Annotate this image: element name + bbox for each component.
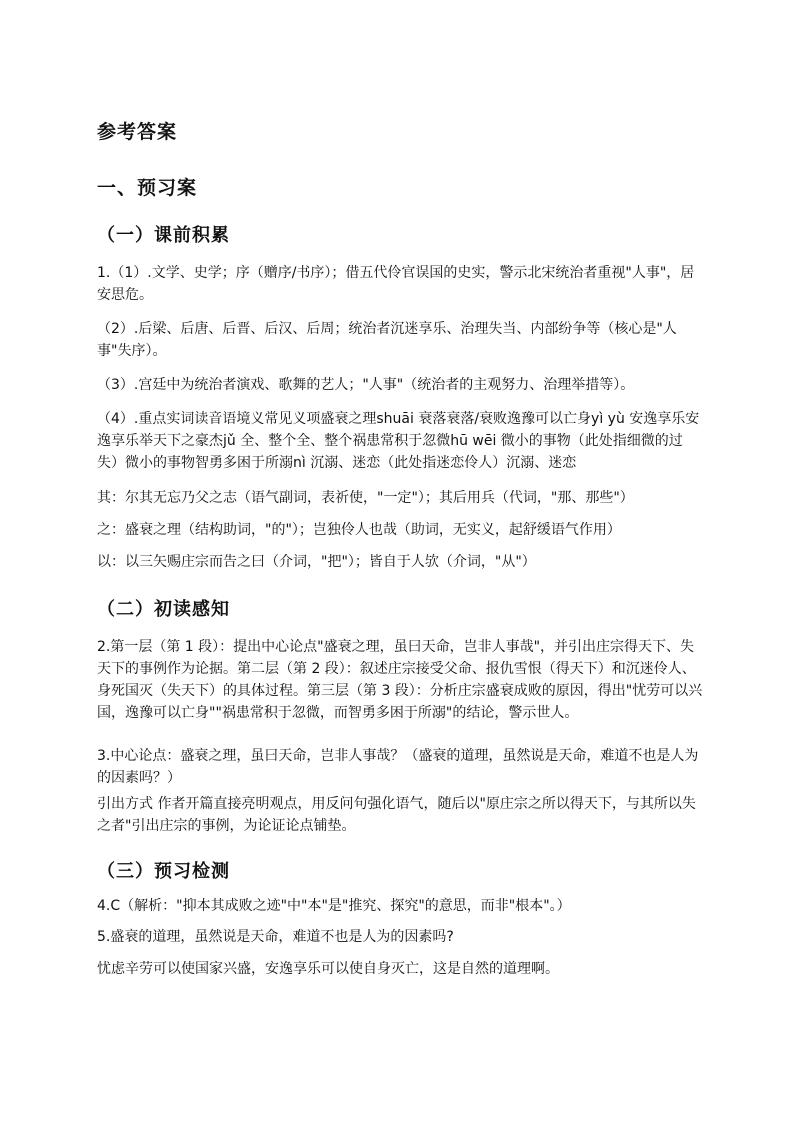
answer-paragraph-2: 2.第一层（第 1 段）：提出中心论点"盛衰之理，虽曰天命，岂非人事哉"，并引出庄宗得天下、失天下的事例作为论据。第二层（第 2 段）：叙述庄宗接受父命、报仇雪恨（得天下）和沉迷伶人、身死国灭（失天下）的具体过程。第三层（第 3 段）：分析庄宗盛衰成败的原因，得出"忧劳可以兴国，逸豫可以亡身""祸患常积于忽微，而智勇多困于所溺"的结论，警示世人。 (97, 639, 703, 721)
answer-paragraph-zhi: 之：盛衰之理（结构助词，"的"）；岂独伶人也哉（助词，无实义，起舒缓语气作用） (97, 522, 621, 538)
answer-paragraph-1-4: （4）.重点实词读音语境义常见义项盛衰之理shuāi 衰落衰落/衰败逸豫可以亡身yì yù 安逸享乐安逸享乐举天下之豪杰jǔ 全、整个全、整个祸患常积于忽微hū wēi 微小的事物（此处指细微的过失）微小的事物智勇多困于所溺nì 沉溺、迷恋（此处指迷恋伶人）沉溺、迷恋 (97, 411, 700, 471)
answer-paragraph-3-method: 引出方式 作者开篇直接亮明观点，用反问句强化语气，随后以"原庄宗之所以得天下，与其所以失之者"引出庄宗的事例，为论证论点铺垫。 (97, 796, 696, 834)
answer-paragraph-5: 5.盛衰的道理，虽然说是天命，难道不也是人为的因素吗? (97, 929, 454, 945)
answer-paragraph-3: 3.中心论点：盛衰之理，虽曰天命，岂非人事哉？（盛衰的道理，虽然说是天命，难道不也是人为的因素吗？） (97, 748, 699, 786)
subsection-heading-check: （三）预习检测 (97, 861, 230, 882)
answer-paragraph-qi: 其：尔其无忘乃父之志（语气副词，表祈使，"一定"）；其后用兵（代词，"那、那些"） (97, 490, 634, 506)
page-title: 参考答案 (97, 121, 178, 143)
subsection-heading-reading: （二）初读感知 (97, 599, 230, 620)
answer-paragraph-1-2: （2）.后梁、后唐、后晋、后汉、后周；统治者沉迷享乐、治理失当、内部纷争等（核心是"人事"失序）。 (97, 321, 677, 359)
section-heading-preview: 一、预习案 (97, 177, 198, 199)
answer-paragraph-5-translation: 忧虑辛劳可以使国家兴盛，安逸享乐可以使自身灭亡，这是自然的道理啊。 (97, 961, 559, 977)
answer-paragraph-yi: 以：以三矢赐庄宗而告之曰（介词，"把"）；皆自于人欤（介词，"从"） (97, 554, 536, 570)
answer-paragraph-4: 4.C（解析："抑本其成败之迹"中"本"是"推究、探究"的意思，而非"根本"。） (97, 898, 571, 914)
answer-paragraph-1-1: 1.（1）.文学、史学；序（赠序/书序）；借五代伶官误国的史实，警示北宋统治者重视"人事"，居安思危。 (97, 265, 695, 303)
subsection-heading-accumulation: （一）课前积累 (97, 225, 230, 246)
answer-paragraph-1-3: （3）.宫廷中为统治者演戏、歌舞的艺人；"人事"（统治者的主观努力、治理举措等）。 (97, 377, 635, 393)
